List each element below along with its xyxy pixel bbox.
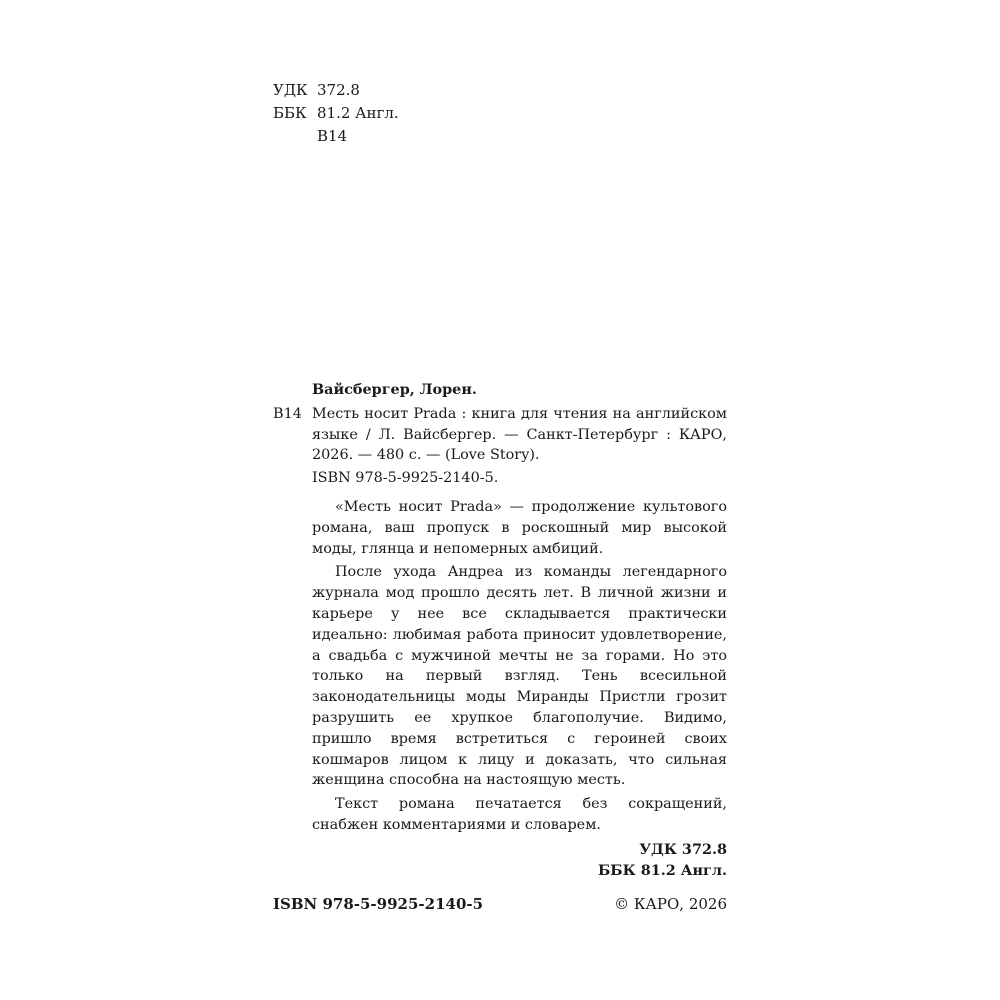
annotation-text-3: Текст романа печатается без сокращений, снабжен комментариями и словарем. xyxy=(312,796,727,833)
record-code: В14 xyxy=(273,405,302,422)
footer xyxy=(273,895,727,913)
bbk-value: 81.2 Англ. xyxy=(317,104,399,122)
annotation-text-2: После ухода Андреа из команды легендарного журнала мод прошло десять лет. В личной жизни и карьере у нее все складывается практически идеально: любимая работа приносит удовлетворение, а свадьба с мужчиной мечты не за горами. Но это только на первый взгляд. Тень всесильной законодательницы моды Миранды Пристли грозит разрушить ее хрупкое благополучие. Видимо, пришло время встретиться с героиней своих кошмаров лицом к лицу и доказать, что сильная женщина способна на настоящую месть. xyxy=(312,564,727,789)
bbk-row xyxy=(273,102,399,125)
annotation-text-1: «Месть носит Prada» — продолжение культового романа, ваш пропуск в роскошный мир высокой моды, глянца и непомерных амбиций. xyxy=(312,498,727,557)
bibliographic-entry xyxy=(273,404,727,466)
annotation-paragraph xyxy=(273,562,727,791)
udk-bottom: УДК 372.8 xyxy=(639,840,727,858)
classification-block xyxy=(273,79,399,148)
udk-row xyxy=(273,79,399,102)
copyright: © КАРО, 2026 xyxy=(614,895,727,913)
udk-value: 372.8 xyxy=(317,81,360,99)
annotation-paragraph xyxy=(273,497,727,559)
bbk-label: ББК xyxy=(273,104,307,122)
catalog-card xyxy=(273,380,727,881)
bbk-bottom: ББК 81.2 Англ. xyxy=(598,861,727,879)
bibliographic-description: Месть носит Prada : книга для чтения на английском языке / Л. Вайсбергер. — Санкт-Петербург : КАРО, 2026. — 480 с. — (Love Story). xyxy=(312,405,727,464)
footer-isbn: ISBN 978-5-9925-2140-5 xyxy=(273,895,484,913)
author-heading: Вайсбергер, Лорен. xyxy=(312,381,477,398)
annotation-paragraph xyxy=(273,794,727,836)
udk-label: УДК xyxy=(273,81,308,99)
author-sign: В14 xyxy=(317,127,348,145)
record-isbn: ISBN 978-5-9925-2140-5. xyxy=(312,470,499,487)
bottom-codes xyxy=(273,840,727,882)
